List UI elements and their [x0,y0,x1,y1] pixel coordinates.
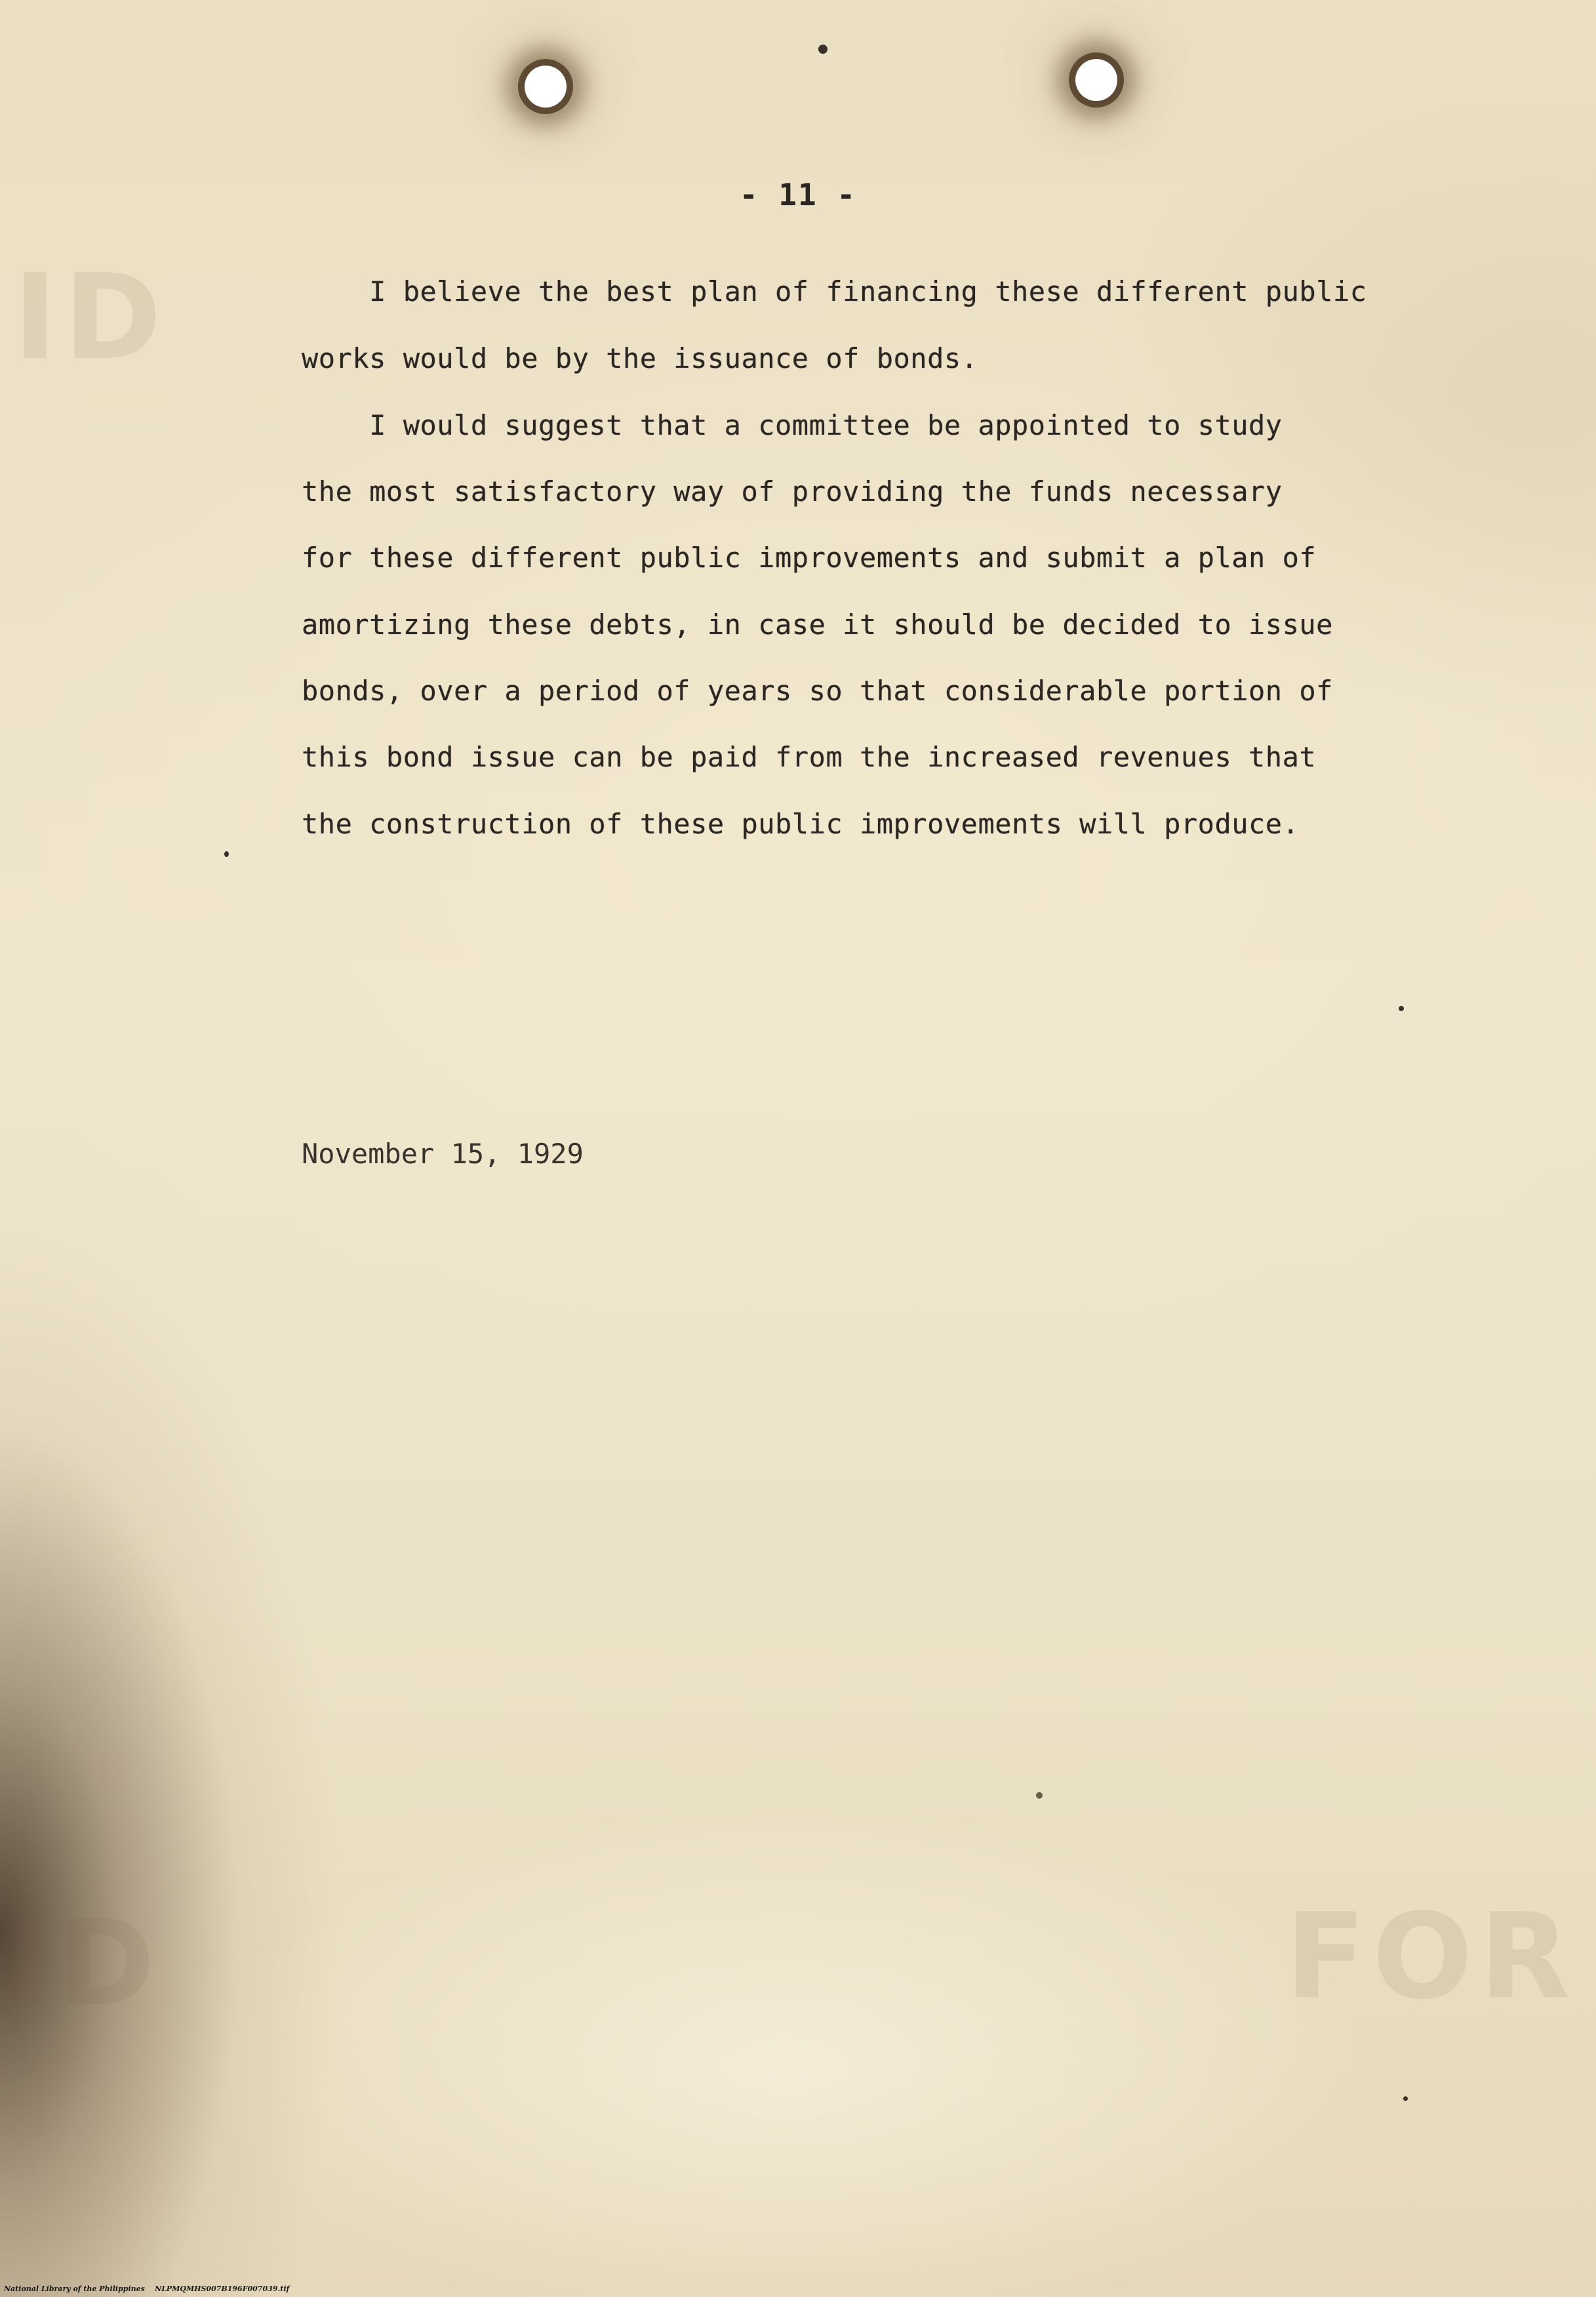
paragraph-2-line-4: amortizing these debts, in case it should be decided to issue [302,609,1333,641]
paragraph-2-line-6: this bond issue can be paid from the increased revenues that [302,741,1317,773]
paragraph-2-line-2: the most satisfactory way of providing the funds necessary [302,475,1283,508]
document-date: November 15, 1929 [302,1138,584,1170]
archive-footer: National Library of the Philippines NLPMQMHS007B196F007039.tif [4,2285,290,2293]
paragraph-1-line-1: I believe the best plan of financing these different public [302,275,1367,308]
punch-hole-right [1075,59,1117,101]
paragraph-1-line-2: works would be by the issuance of bonds. [302,342,978,374]
page-number: - 11 - [739,177,857,212]
ink-speck [818,45,828,54]
ink-speck [1399,1006,1404,1011]
ink-speck [1403,2096,1408,2101]
paragraph-2-line-3: for these different public improvements and submit a plan of [302,542,1317,574]
stamp-ghost-right: FOR [1285,1888,1577,2026]
ink-speck [1036,1792,1043,1799]
stamp-ghost-bottom: ID [7,1895,162,2032]
paragraph-2-line-7: the construction of these public improvements will produce. [302,808,1300,840]
punch-hole-left [525,66,567,108]
ink-speck [224,851,229,857]
paragraph-2-line-1: I would suggest that a committee be appointed to study [302,409,1283,441]
paragraph-2-line-5: bonds, over a period of years so that considerable portion of [302,675,1333,707]
stamp-ghost-left: ID [13,249,169,386]
